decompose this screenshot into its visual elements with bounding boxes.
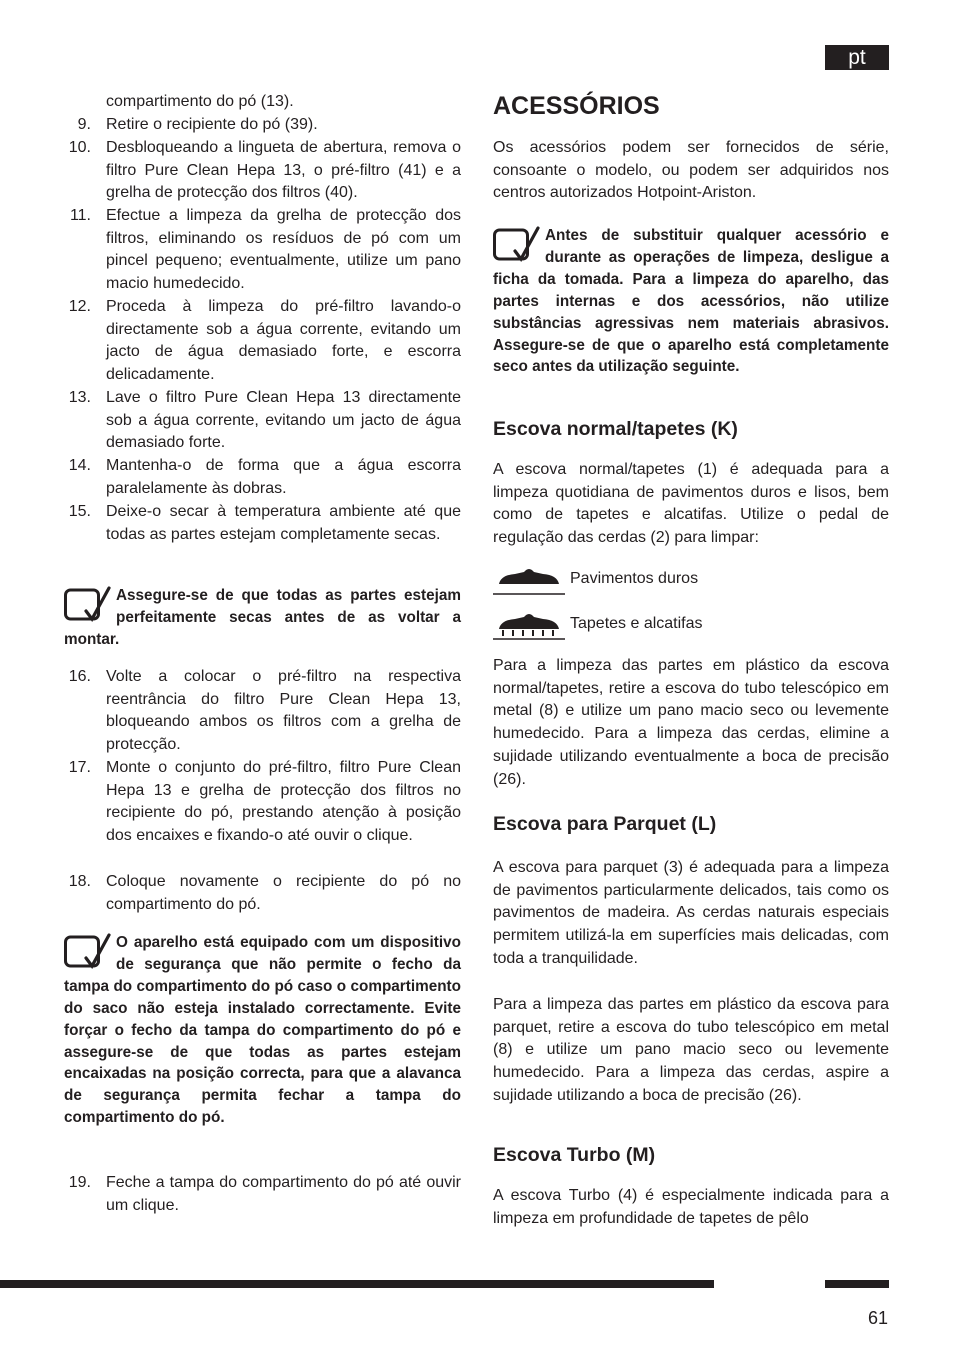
- step-text: Monte o conjunto do pré-filtro, filtro Pure Clean Hepa 13 e grelha de protecção dos filtros no recipiente do pó, prestando atenção à posição dos encaixes e fixando-o até ouvir o clique.: [106, 759, 461, 845]
- list-item: [64, 205, 461, 296]
- step-number: 19.: [68, 1174, 91, 1191]
- list-item: [64, 455, 461, 500]
- paragraph: Para a limpeza das partes em plástico da escova para parquet, retire a escova do tubo telescópico em metal (8) e utilize um pano macio seco ou levemente humedecido. Para a limpeza das cerdas, aspire a sujidade utilizando a boca de precisão (26).: [493, 996, 889, 1104]
- step-number: 14.: [68, 457, 91, 474]
- list-item: [64, 137, 461, 205]
- step-text: Deixe-o secar à temperatura ambiente até que todas as partes estejam completamente secas.: [106, 503, 461, 543]
- checkbox-note-icon: [64, 585, 116, 625]
- step-number: 17.: [68, 759, 91, 776]
- step-text: Retire o recipiente do pó (39).: [106, 116, 318, 133]
- hard-floor-icon: [493, 566, 565, 596]
- checkbox-note-icon: [493, 225, 545, 265]
- step-text: Volte a colocar o pré-filtro na respectiva reentrância do filtro Pure Clean Hepa 13, bloqueando ambos os filtros com a grelha de protecção.: [106, 668, 461, 754]
- step-number: 18.: [68, 873, 91, 890]
- warning-note: [64, 585, 461, 651]
- page-number: 61: [867, 1308, 888, 1328]
- heading-brush-m: Escova Turbo (M): [493, 1144, 656, 1166]
- list-item: [64, 296, 461, 387]
- note-text: Antes de substituir qualquer acessório e durante as operações de limpeza, desligue a ficha da tomada. Para a limpeza do aparelho, das partes internas e dos acessórios, não utilize substâncias agressivas nem materiais abrasivos. Assegure-se de que o aparelho está completamente seco antes da utilização seguinte.: [493, 227, 889, 376]
- step-text: Lave o filtro Pure Clean Hepa 13 directamente sob a água corrente, evitando um jacto de água demasiado forte.: [106, 389, 461, 452]
- note-text: O aparelho está equipado com um dispositivo de segurança que não permite o fecho da tampa do compartimento do pó caso o compartimento do saco não esteja instalado correctamente. Evite forçar o fecho da tampa do compartimento do pó e assegure-se de que todas as partes estejam encaixadas na posição correcta, para que a alavanca de segurança permita fechar a tampa do compartimento do pó.: [64, 934, 461, 1127]
- step-number: 9.: [77, 116, 91, 133]
- intro-paragraph: Os acessórios podem ser fornecidos de série, consoante o modelo, ou podem ser adquiridos nos centros autorizados Hotpoint-Ariston.: [493, 139, 889, 202]
- heading-brush-k: Escova normal/tapetes (K): [493, 418, 738, 440]
- mode-label: Pavimentos duros: [570, 570, 699, 587]
- footer-rule: [0, 1280, 714, 1288]
- step-number: 16.: [68, 668, 91, 685]
- language-tag: pt: [825, 45, 889, 70]
- paragraph: A escova normal/tapetes (1) é adequada para a limpeza quotidiana de pavimentos duros e lisos, bem como de tapetes e alcatifas. Utilize o pedal de regulação das cerdas (2) para limpar:: [493, 461, 889, 547]
- list-item: [64, 387, 461, 455]
- step-text: Feche a tampa do compartimento do pó até ouvir um clique.: [106, 1174, 461, 1214]
- step-number: 13.: [68, 389, 91, 406]
- paragraph: A escova Turbo (4) é especialmente indicada para a limpeza em profundidade de tapetes de pêlo: [493, 1187, 889, 1227]
- list-item: [64, 501, 461, 546]
- checkbox-note-icon: [64, 932, 116, 972]
- paragraph: Para a limpeza das partes em plástico da escova normal/tapetes, retire a escova do tubo telescópico em metal (8) e utilize um pano macio seco ou levemente humedecido. Para a limpeza das cerdas, elimine a sujidade utilizando eventualmente a boca de precisão (26).: [493, 657, 889, 788]
- step-text: Desbloqueando a lingueta de abertura, remova o filtro Pure Clean Hepa 13, o pré-filtro (41) e a grelha de protecção dos filtros (40).: [106, 139, 461, 202]
- list-item: [64, 91, 461, 114]
- list-item: [64, 757, 461, 848]
- step-number: 10.: [68, 139, 91, 156]
- step-text: Efectue a limpeza da grelha de protecção dos filtros, eliminando os resíduos de pó com um pincel pequeno; eventualmente, utilize um pano macio humedecido.: [106, 207, 461, 293]
- warning-note: [64, 932, 461, 1129]
- mode-label: Tapetes e alcatifas: [570, 615, 703, 632]
- carpet-icon: [493, 611, 565, 641]
- footer-rule-short: [825, 1280, 889, 1288]
- list-item: [64, 1172, 461, 1217]
- paragraph: A escova para parquet (3) é adequada para a limpeza de pavimentos particularmente delicados, tais como os pavimentos de madeira. As cerdas naturais especiais permitem utilizá-la em superfícies mais delicadas, com toda a tranquilidade.: [493, 859, 889, 967]
- step-text: Mantenha-o de forma que a água escorra paralelamente às dobras.: [106, 457, 461, 497]
- step-number: 12.: [68, 298, 91, 315]
- step-text: Proceda à limpeza do pré-filtro lavando-o directamente sob a água corrente, evitando um jacto de água demasiado forte, e escorra delicadamente.: [106, 298, 461, 384]
- note-text: Assegure-se de que todas as partes estejam perfeitamente secas antes de as voltar a montar.: [64, 587, 461, 648]
- list-item: [64, 871, 461, 916]
- warning-note: [493, 225, 889, 378]
- step-text: Coloque novamente o recipiente do pó no compartimento do pó.: [106, 873, 461, 913]
- section-title: ACESSÓRIOS: [493, 92, 660, 120]
- list-item: [64, 114, 461, 137]
- mode-hard-floor: [493, 566, 889, 596]
- step-number: 15.: [68, 503, 91, 520]
- step-number: 11.: [69, 207, 91, 224]
- heading-brush-l: Escova para Parquet (L): [493, 813, 717, 835]
- step-continuation: compartimento do pó (13).: [106, 93, 294, 110]
- list-item: [64, 666, 461, 757]
- mode-carpet: [493, 611, 889, 641]
